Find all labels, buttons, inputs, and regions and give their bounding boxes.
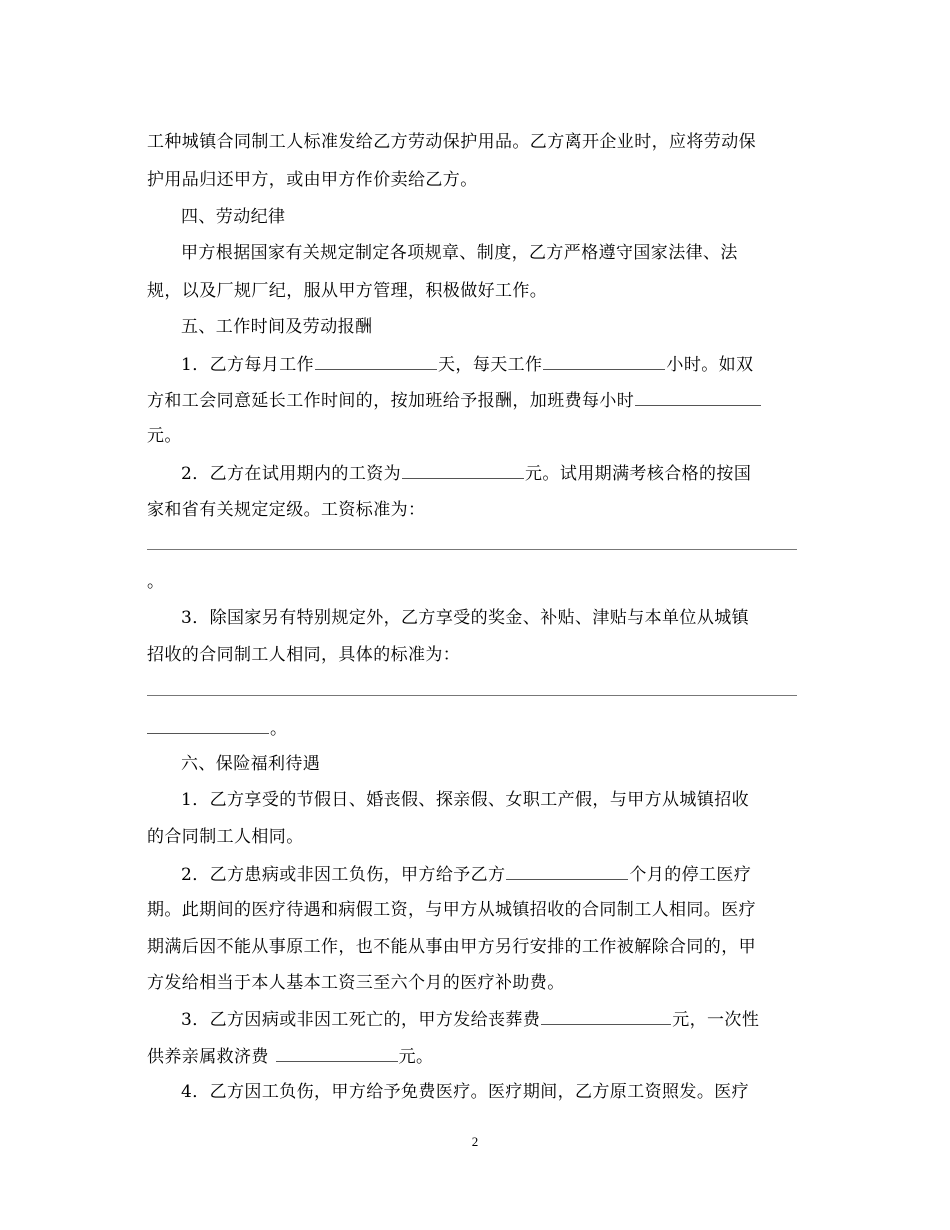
fill-in-line[interactable] bbox=[147, 695, 797, 696]
fill-in-line[interactable] bbox=[147, 549, 797, 550]
text-line: 护用品归还甲方，或由甲方作价卖给乙方。 bbox=[147, 170, 478, 190]
text-line: 1．乙方享受的节假日、婚丧假、探亲假、女职工产假，与甲方从城镇招收 bbox=[181, 790, 750, 810]
section-heading: 五、工作时间及劳动报酬 bbox=[181, 317, 373, 337]
fill-in-blank[interactable] bbox=[315, 347, 437, 370]
text-line: 工种城镇合同制工人标准发给乙方劳动保护用品。乙方离开企业时，应将劳动保 bbox=[147, 132, 756, 152]
fill-in-blank[interactable] bbox=[506, 857, 628, 880]
text-line: 甲方根据国家有关规定制定各项规章、制度，乙方严格遵守国家法律、法 bbox=[181, 243, 738, 263]
text-line: 。 bbox=[147, 572, 165, 592]
fill-in-blank[interactable] bbox=[147, 711, 269, 734]
text-line: 家和省有关规定定级。工资标准为： bbox=[147, 500, 426, 520]
text-line: 规，以及厂规厂纪，服从甲方管理，积极做好工作。 bbox=[147, 281, 548, 301]
text-line: 。 bbox=[147, 711, 287, 745]
section-heading: 四、劳动纪律 bbox=[181, 207, 286, 227]
text-line: 3．乙方因病或非因工死亡的，甲方发给丧葬费 元，一次性 bbox=[181, 1002, 759, 1036]
page-number: 2 bbox=[471, 1134, 479, 1149]
text-line: 期。此期间的医疗待遇和病假工资，与甲方从城镇招收的合同制工人相同。医疗 bbox=[147, 900, 756, 920]
text-line: 3．除国家另有特别规定外，乙方享受的奖金、补贴、津贴与本单位从城镇 bbox=[181, 608, 750, 628]
fill-in-blank[interactable] bbox=[402, 456, 524, 479]
section-heading: 六、保险福利待遇 bbox=[181, 754, 321, 774]
fill-in-blank[interactable] bbox=[276, 1039, 398, 1062]
text-line: 4．乙方因工负伤，甲方给予免费医疗。医疗期间，乙方原工资照发。医疗 bbox=[181, 1082, 750, 1102]
fill-in-blank[interactable] bbox=[543, 347, 665, 370]
text-line: 的合同制工人相同。 bbox=[147, 827, 304, 847]
fill-in-blank[interactable] bbox=[635, 383, 761, 406]
text-line: 1．乙方每月工作 天，每天工作 小时。如双 bbox=[181, 347, 753, 381]
text-line: 方和工会同意延长工作时间的，按加班给予报酬，加班费每小时 bbox=[147, 383, 762, 417]
fill-in-blank[interactable] bbox=[541, 1002, 671, 1025]
text-line: 期满后因不能从事原工作，也不能从事由甲方另行安排的工作被解除合同的，甲 bbox=[147, 937, 756, 957]
text-line: 招收的合同制工人相同，具体的标准为： bbox=[147, 645, 461, 665]
text-line: 2．乙方患病或非因工负伤，甲方给予乙方 个月的停工医疗 bbox=[181, 857, 751, 891]
text-line: 元。 bbox=[147, 426, 182, 446]
text-line: 2．乙方在试用期内的工资为 元。试用期满考核合格的按国 bbox=[181, 456, 751, 490]
text-line: 供养亲属救济费 元。 bbox=[147, 1039, 433, 1073]
text-line: 方发给相当于本人基本工资三至六个月的医疗补助费。 bbox=[147, 973, 565, 993]
